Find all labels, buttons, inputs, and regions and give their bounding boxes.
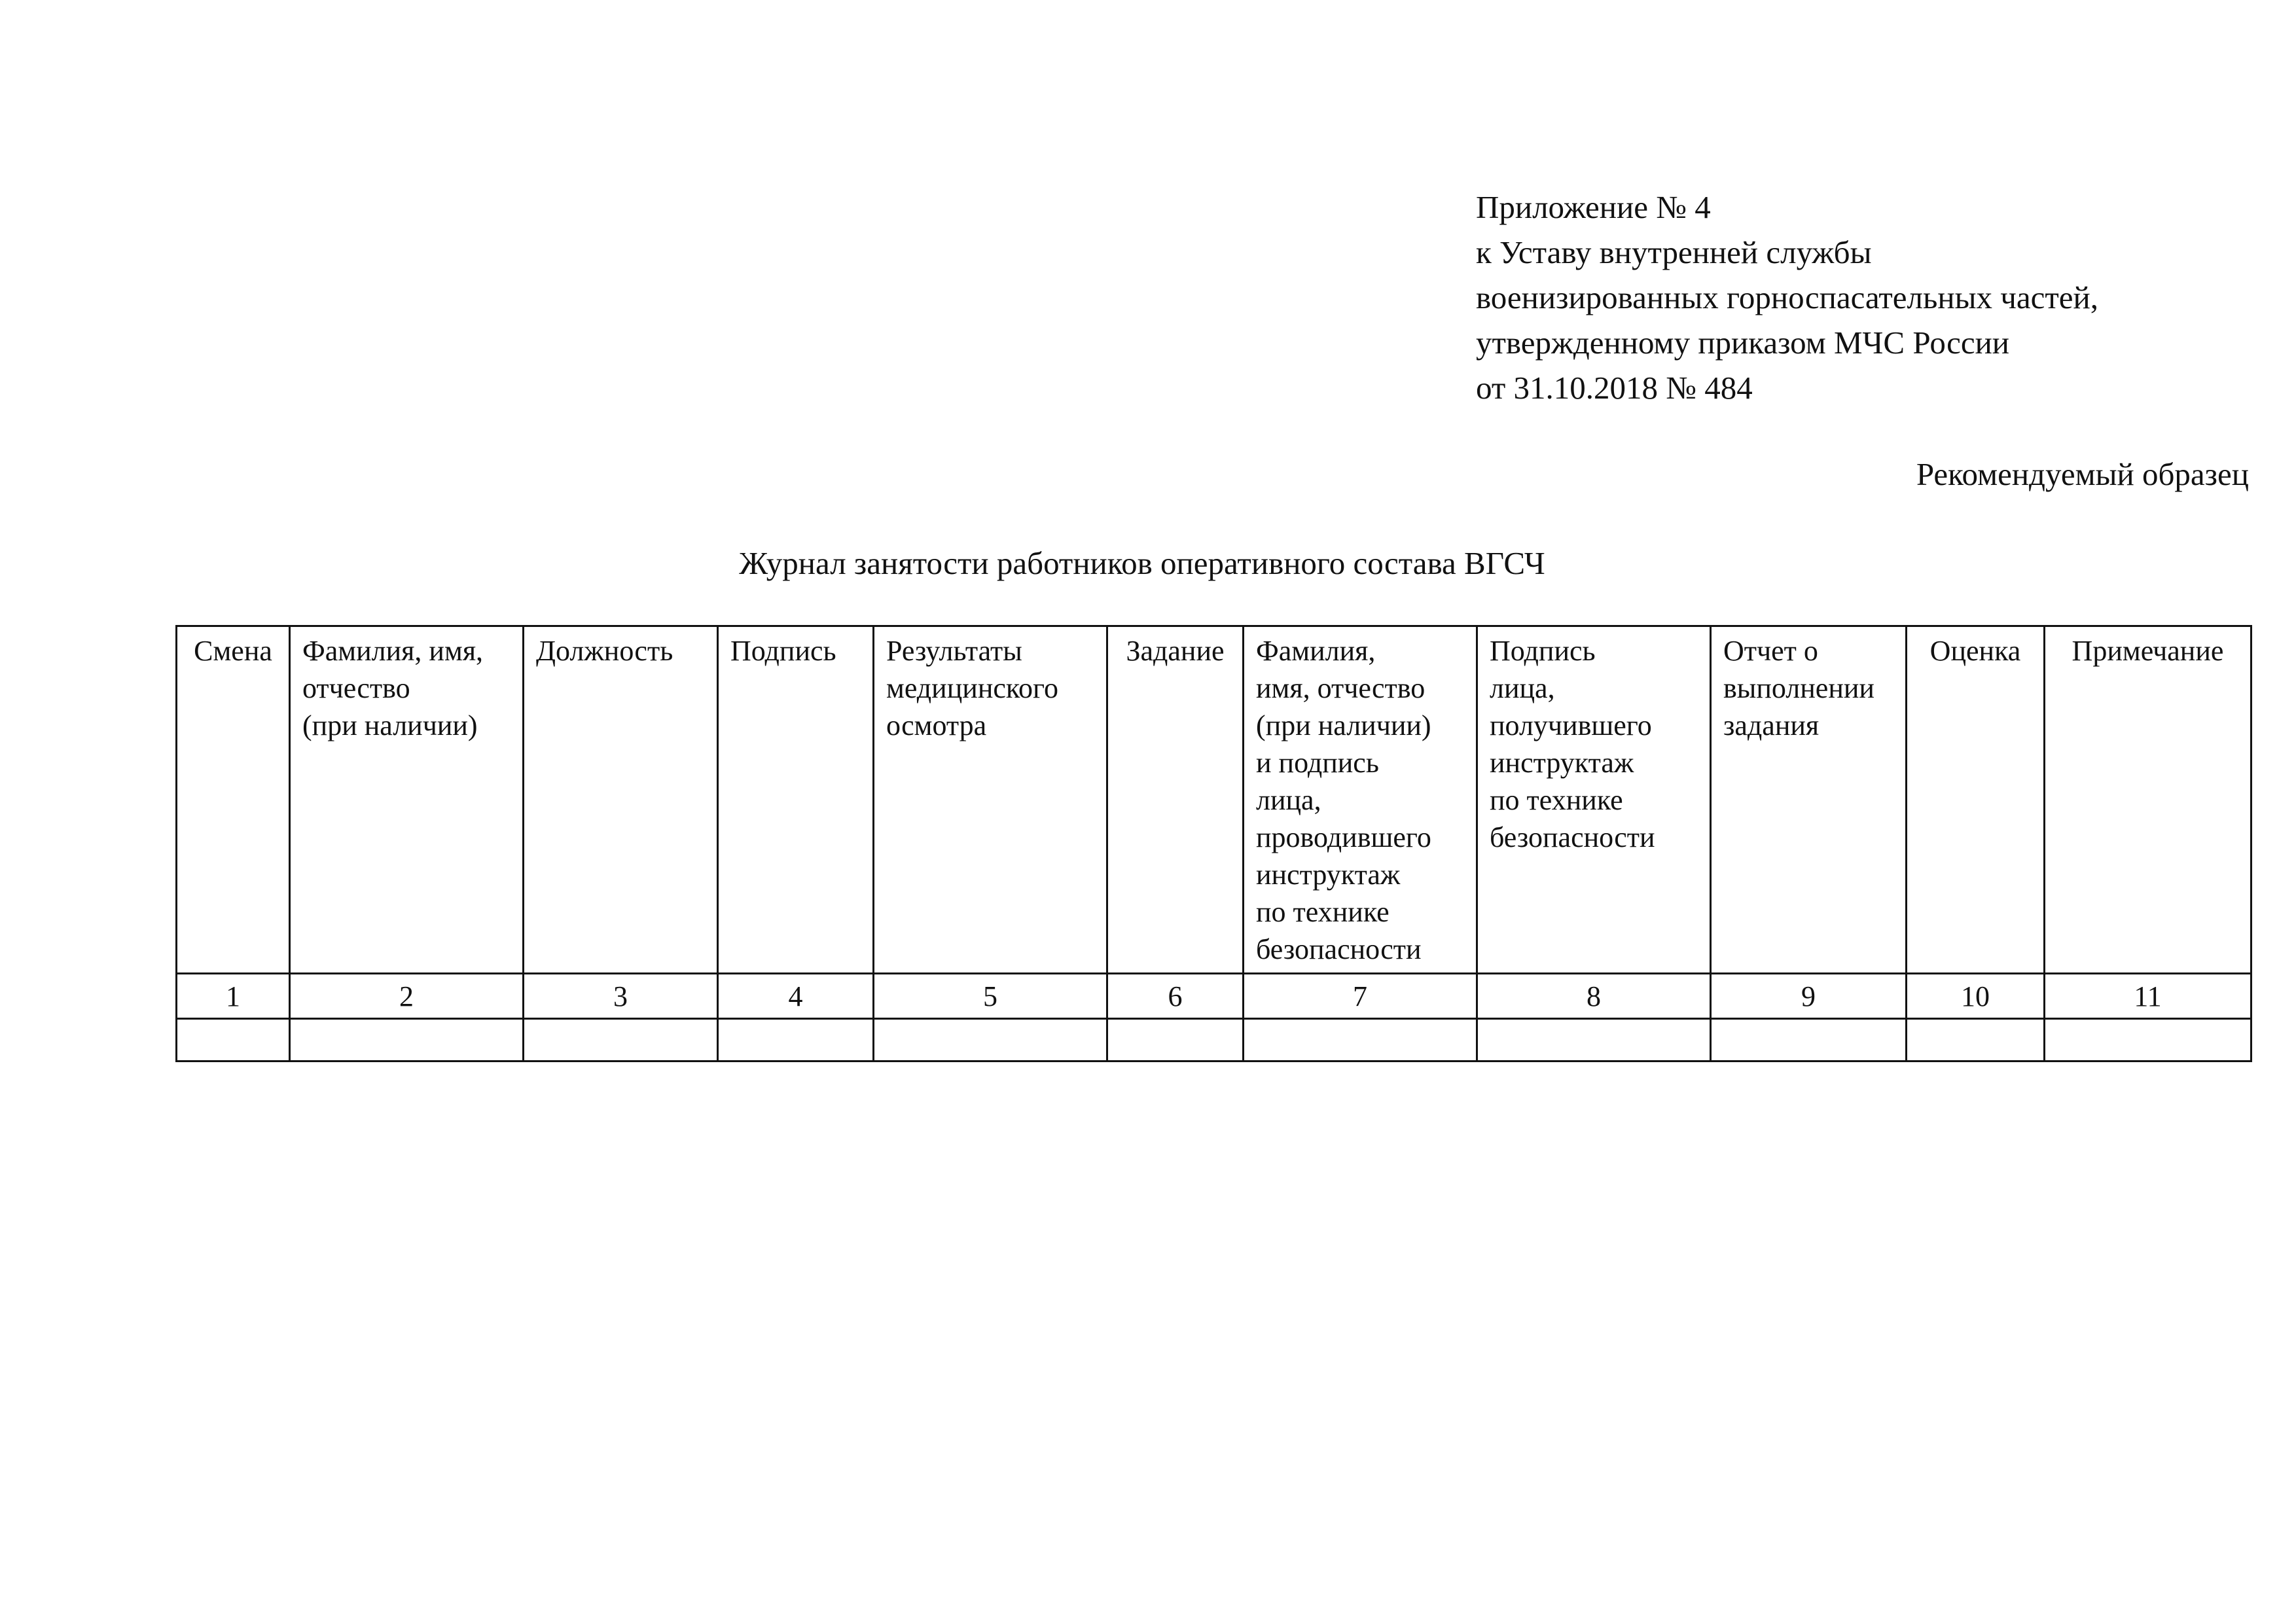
header-cell-instructed-signature: Подпись лица, получившего инструктаж по технике безопасности xyxy=(1477,626,1711,974)
appendix-line: Приложение № 4 xyxy=(1476,189,1711,225)
header-cell-medical-results: Результаты медицинского осмотра xyxy=(874,626,1107,974)
header-cell-full-name: Фамилия, имя, отчество (при наличии) xyxy=(290,626,524,974)
header-cell-grade: Оценка xyxy=(1907,626,2045,974)
table-cell xyxy=(1907,1019,2045,1061)
header-cell-shift: Смена xyxy=(177,626,290,974)
column-number-row xyxy=(177,974,2251,1019)
table-cell xyxy=(1107,1019,1244,1061)
column-number: 6 xyxy=(1107,974,1244,1019)
table-cell xyxy=(524,1019,718,1061)
journal-title: Журнал занятости работников оперативного состава ВГСЧ xyxy=(739,545,1545,581)
column-number: 4 xyxy=(718,974,874,1019)
header-cell-signature: Подпись xyxy=(718,626,874,974)
table-cell xyxy=(177,1019,290,1061)
table-cell xyxy=(1244,1019,1477,1061)
journal-table xyxy=(175,625,2252,1062)
appendix-line: от 31.10.2018 № 484 xyxy=(1476,370,1753,406)
header-cell-position: Должность xyxy=(524,626,718,974)
appendix-line: утвержденному приказом МЧС России xyxy=(1476,325,2010,361)
table-cell xyxy=(718,1019,874,1061)
column-number: 11 xyxy=(2045,974,2251,1019)
header-cell-task: Задание xyxy=(1107,626,1244,974)
column-number: 9 xyxy=(1711,974,1907,1019)
table-cell xyxy=(2045,1019,2251,1061)
table-cell xyxy=(1477,1019,1711,1061)
column-number: 1 xyxy=(177,974,290,1019)
table-cell xyxy=(874,1019,1107,1061)
column-number: 2 xyxy=(290,974,524,1019)
sample-label: Рекомендуемый образец xyxy=(1916,456,2249,492)
header-cell-note: Примечание xyxy=(2045,626,2251,974)
header-row xyxy=(177,626,2251,974)
column-number: 3 xyxy=(524,974,718,1019)
column-number: 5 xyxy=(874,974,1107,1019)
column-number: 8 xyxy=(1477,974,1711,1019)
appendix-line: к Уставу внутренней службы xyxy=(1476,234,1872,270)
column-number: 10 xyxy=(1907,974,2045,1019)
column-number: 7 xyxy=(1244,974,1477,1019)
header-cell-instructor: Фамилия, имя, отчество (при наличии) и подпись лица, проводившего инструктаж по технике безопасности xyxy=(1244,626,1477,974)
table-cell xyxy=(290,1019,524,1061)
table-cell xyxy=(1711,1019,1907,1061)
table-row xyxy=(177,1019,2251,1061)
appendix-line: военизированных горноспасательных частей, xyxy=(1476,279,2099,315)
appendix-block xyxy=(1476,185,2098,410)
header-cell-task-report: Отчет о выполнении задания xyxy=(1711,626,1907,974)
